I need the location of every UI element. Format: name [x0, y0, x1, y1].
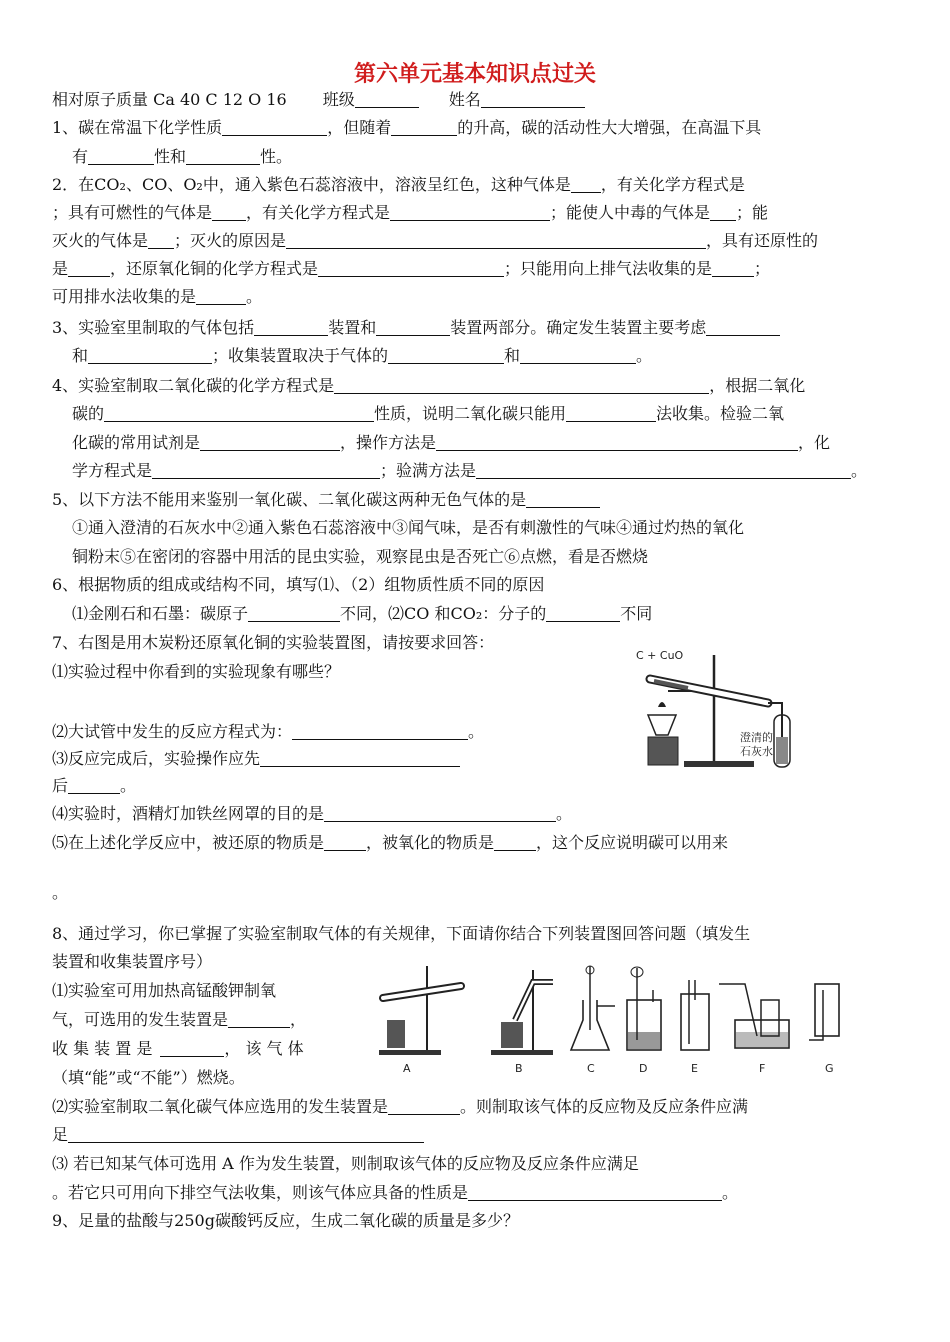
q2-text: ，还原氧化铜的化学方程式是 [110, 259, 319, 278]
q8-blank[interactable] [68, 1126, 424, 1143]
q8-text: 气，可选用的发生装置是 [52, 1010, 229, 1029]
fig-lime-label-1: 澄清的 [740, 731, 773, 744]
q6-line-1 [52, 575, 544, 595]
q4-text: ，操作方法是 [340, 433, 437, 452]
gas-apparatus-figure [365, 960, 865, 1078]
q7-text: 后 [52, 776, 69, 795]
q1-text: 的升高，碳的活动性大大增强，在高温下具 [457, 118, 762, 137]
q7-sub-5 [52, 833, 728, 853]
q7-text: ，这个反应说明碳可以用来 [536, 833, 729, 852]
q1-text: 有 [72, 147, 89, 166]
q2-line-5 [52, 287, 262, 307]
q7-blank[interactable] [68, 777, 120, 794]
q2-text: 可用排水法收集的是 [52, 287, 197, 306]
q8-sub-1d [52, 1068, 245, 1088]
q2-text: ，有关化学方程式是 [600, 175, 745, 194]
q6-text: 不同，⑵CO 和CO₂：分子的 [340, 604, 547, 623]
apparatus-label-g: G [825, 1062, 834, 1075]
fig-tube-label: C + CuO [636, 649, 684, 662]
q8-text: 。则制取该气体的反应物及反应条件应满 [460, 1097, 749, 1116]
q1-text: 性和 [154, 147, 187, 166]
q2-text: 。 [246, 287, 263, 306]
q4-line-3 [72, 433, 830, 453]
q7-sub-2 [52, 722, 484, 742]
header-line [52, 90, 585, 110]
q3-line-1 [52, 318, 780, 338]
q7-text: ⑶反应完成后，实验操作应先 [52, 749, 261, 768]
q2-blank[interactable] [318, 260, 504, 277]
name-blank[interactable] [481, 91, 585, 108]
q8-text: ， 该 气 体 [224, 1039, 304, 1058]
q2-text: ；灭火的原因是 [174, 231, 287, 250]
q8-line-2 [52, 952, 212, 972]
q7-text: ⑵大试管中发生的反应方程式为： [52, 722, 293, 741]
q1-blank[interactable] [222, 119, 327, 136]
q4-blank[interactable] [566, 405, 656, 422]
q2-line-2 [52, 203, 768, 223]
alcohol-lamp [648, 737, 678, 765]
charcoal-reduction-apparatus-figure [628, 645, 798, 773]
q3-text: 装置两部分。确定发生装置主要考虑 [450, 318, 707, 337]
q7-sub-5-end [52, 883, 68, 903]
q7-text: ⑴实验过程中你看到的实验现象有哪些？ [52, 662, 341, 681]
q7-text: 。 [120, 776, 137, 795]
q2-blank[interactable] [710, 204, 736, 221]
q7-text: ⑸在上述化学反应中，被还原的物质是 [52, 833, 325, 852]
fig-lime-label-2: 石灰水 [740, 745, 773, 758]
q2-line-1 [52, 175, 745, 195]
q4-blank[interactable] [152, 462, 380, 479]
q7-blank[interactable] [324, 805, 556, 822]
q2-blank[interactable] [68, 260, 110, 277]
q4-line-4 [72, 461, 867, 481]
q8-blank[interactable] [228, 1011, 290, 1028]
q1-blank[interactable] [186, 148, 260, 165]
q6-line-2 [72, 604, 652, 624]
q6-text: 不同 [620, 604, 653, 623]
apparatus-label-a: A [403, 1062, 411, 1075]
q8-blank[interactable] [388, 1098, 460, 1115]
q9-line-1 [52, 1211, 519, 1231]
q4-text: ；验满方法是 [380, 461, 477, 480]
q7-sub-1 [52, 662, 340, 682]
q3-line-2 [72, 346, 652, 366]
q8-blank[interactable] [468, 1184, 722, 1201]
q8-blank[interactable] [160, 1040, 224, 1057]
q6-text: 6、根据物质的组成或结构不同，填写⑴、（2）组物质性质不同的原因 [52, 575, 545, 594]
q7-text: 7、右图是用木炭粉还原氧化铜的实验装置图，请按要求回答： [52, 633, 495, 652]
q7-sub-3 [52, 749, 460, 769]
q5-text: 5、以下方法不能用来鉴别一氧化碳、二氧化碳这两种无色气体的是 [52, 490, 527, 509]
q3-text: 和 [504, 346, 521, 365]
q3-text: 装置和 [328, 318, 377, 337]
q2-blank[interactable] [148, 232, 174, 249]
q2-text: 是 [52, 259, 69, 278]
q1-line-1 [52, 118, 761, 138]
q8-sub-1 [52, 981, 276, 1001]
q2-text: 灭火的气体是 [52, 231, 149, 250]
q5-text: ①通入澄清的石灰水中②通入紫色石蕊溶液中③闻气味，是否有刺激性的气味④通过灼热的氧化 [72, 518, 745, 537]
q4-text: 法收集。检验二氧 [656, 404, 785, 423]
q6-text: ⑴金刚石和石墨：碳原子 [72, 604, 249, 623]
q3-text: 。 [636, 346, 653, 365]
q2-line-3 [52, 231, 818, 251]
q8-sub-2b [52, 1125, 424, 1145]
q8-text: 装置和收集装置序号） [52, 952, 213, 971]
q4-blank[interactable] [334, 377, 709, 394]
q7-blank[interactable] [324, 834, 366, 851]
q3-blank[interactable] [388, 347, 504, 364]
q8-text: ， [290, 1010, 307, 1029]
q8-sub-2 [52, 1097, 748, 1117]
q4-text: 4、实验室制取二氧化碳的化学方程式是 [52, 376, 335, 395]
q1-text: ，但随着 [327, 118, 392, 137]
limewater [776, 737, 788, 764]
class-label: 班级 [322, 90, 355, 109]
q5-text: 铜粉末⑤在密闭的容器中用活的昆虫实验，观察昆虫是否死亡⑥点燃，看是否燃烧 [72, 547, 649, 566]
q3-blank[interactable] [706, 319, 780, 336]
q8-text: 。若它只可用向下排空气法收集，则该气体应具备的性质是 [52, 1183, 469, 1202]
q2-blank[interactable] [390, 204, 550, 221]
class-blank[interactable] [355, 91, 419, 108]
q3-blank[interactable] [376, 319, 450, 336]
q7-sub-4 [52, 804, 572, 824]
atomic-masses: 相对原子质量 Ca 40 C 12 O 16 [52, 90, 287, 109]
q6-blank[interactable] [546, 605, 620, 622]
stand-base [684, 761, 754, 767]
q8-sub-1b [52, 1010, 306, 1030]
q8-text: 。 [722, 1183, 739, 1202]
q1-line-2 [72, 147, 292, 167]
q4-line-1 [52, 376, 805, 396]
q8-text: ⑴实验室可用加热高锰酸钾制氧 [52, 981, 277, 1000]
q7-sub-3b [52, 776, 136, 796]
apparatus-label-f: F [759, 1062, 766, 1075]
q2-line-4 [52, 259, 770, 279]
apparatus-label-d: D [639, 1062, 648, 1075]
q3-blank[interactable] [254, 319, 328, 336]
q5-line-2 [72, 518, 744, 538]
q4-line-2 [72, 404, 784, 424]
q3-text: ；收集装置取决于气体的 [212, 346, 389, 365]
q2-blank[interactable] [712, 260, 754, 277]
q4-text: ，根据二氧化 [709, 376, 806, 395]
q6-blank[interactable] [248, 605, 340, 622]
q4-blank[interactable] [476, 462, 851, 479]
q4-text: ，化 [798, 433, 831, 452]
q4-text: 性质，说明二氧化碳只能用 [374, 404, 567, 423]
q8-text: 收 集 装 置 是 [52, 1039, 153, 1058]
q1-blank[interactable] [391, 119, 457, 136]
q1-blank[interactable] [88, 148, 154, 165]
q3-text: 和 [72, 346, 89, 365]
q7-blank[interactable] [292, 723, 468, 740]
q2-text: ； [754, 259, 771, 278]
q9-text: 9、足量的盐酸与250g碳酸钙反应，生成二氧化碳的质量是多少？ [52, 1211, 519, 1230]
q4-text: 学方程式是 [72, 461, 153, 480]
q2-text: ，具有还原性的 [706, 231, 819, 250]
q3-blank[interactable] [520, 347, 636, 364]
q2-text: ；只能用向上排气法收集的是 [504, 259, 713, 278]
q4-text: 化碳的常用试剂是 [72, 433, 201, 452]
q7-text: ⑷实验时，酒精灯加铁丝网罩的目的是 [52, 804, 325, 823]
q2-text: 2．在CO₂、CO、O₂中，通入紫色石蕊溶液中，溶液呈红色，这种气体是 [52, 175, 571, 194]
page-title: 第六单元基本知识点过关 [353, 62, 596, 87]
q2-blank[interactable] [571, 176, 601, 193]
q7-text: 。 [468, 722, 485, 741]
apparatus-label-c: C [587, 1062, 595, 1075]
q1-text: 性。 [260, 147, 293, 166]
q2-text: ；能 [736, 203, 769, 222]
q8-line-1 [52, 924, 750, 944]
q2-text: ；能使人中毒的气体是 [550, 203, 711, 222]
q4-blank[interactable] [200, 434, 340, 451]
apparatus-label-b: B [515, 1062, 523, 1075]
q4-blank[interactable] [104, 405, 374, 422]
q8-text: （填“能”或“不能”）燃烧。 [52, 1068, 245, 1087]
q8-sub-3 [52, 1154, 639, 1174]
q2-text: ，有关化学方程式是 [246, 203, 391, 222]
q7-blank[interactable] [494, 834, 536, 851]
q7-text: ，被氧化的物质是 [366, 833, 495, 852]
q8-text: 足 [52, 1125, 69, 1144]
q8-sub-1c [52, 1039, 304, 1059]
apparatus-label-e: E [691, 1062, 698, 1075]
q7-blank[interactable] [260, 750, 460, 767]
q5-line-3 [72, 547, 648, 567]
q2-blank[interactable] [286, 232, 706, 249]
q3-text: 3、实验室里制取的气体包括 [52, 318, 255, 337]
name-label: 姓名 [448, 90, 481, 109]
q3-blank[interactable] [88, 347, 212, 364]
q2-blank[interactable] [212, 204, 246, 221]
q5-line-1 [52, 490, 600, 510]
q7-text: 。 [52, 883, 69, 902]
q2-text: ；具有可燃性的气体是 [52, 203, 213, 222]
q8-text: ⑶ 若已知某气体可选用 A 作为发生装置，则制取该气体的反应物及反应条件应满足 [52, 1154, 639, 1173]
q7-text: 。 [556, 804, 573, 823]
q2-blank[interactable] [196, 288, 246, 305]
q7-line-1 [52, 633, 494, 653]
q1-text: 1、碳在常温下化学性质 [52, 118, 223, 137]
q4-text: 。 [851, 461, 868, 480]
q5-blank[interactable] [526, 491, 600, 508]
q8-text: ⑵实验室制取二氧化碳气体应选用的发生装置是 [52, 1097, 389, 1116]
q4-blank[interactable] [436, 434, 798, 451]
q8-text: 8、通过学习，你已掌握了实验室制取气体的有关规律，下面请你结合下列装置图回答问题（填发生 [52, 924, 751, 943]
q4-text: 碳的 [72, 404, 105, 423]
q8-sub-3b [52, 1183, 738, 1203]
